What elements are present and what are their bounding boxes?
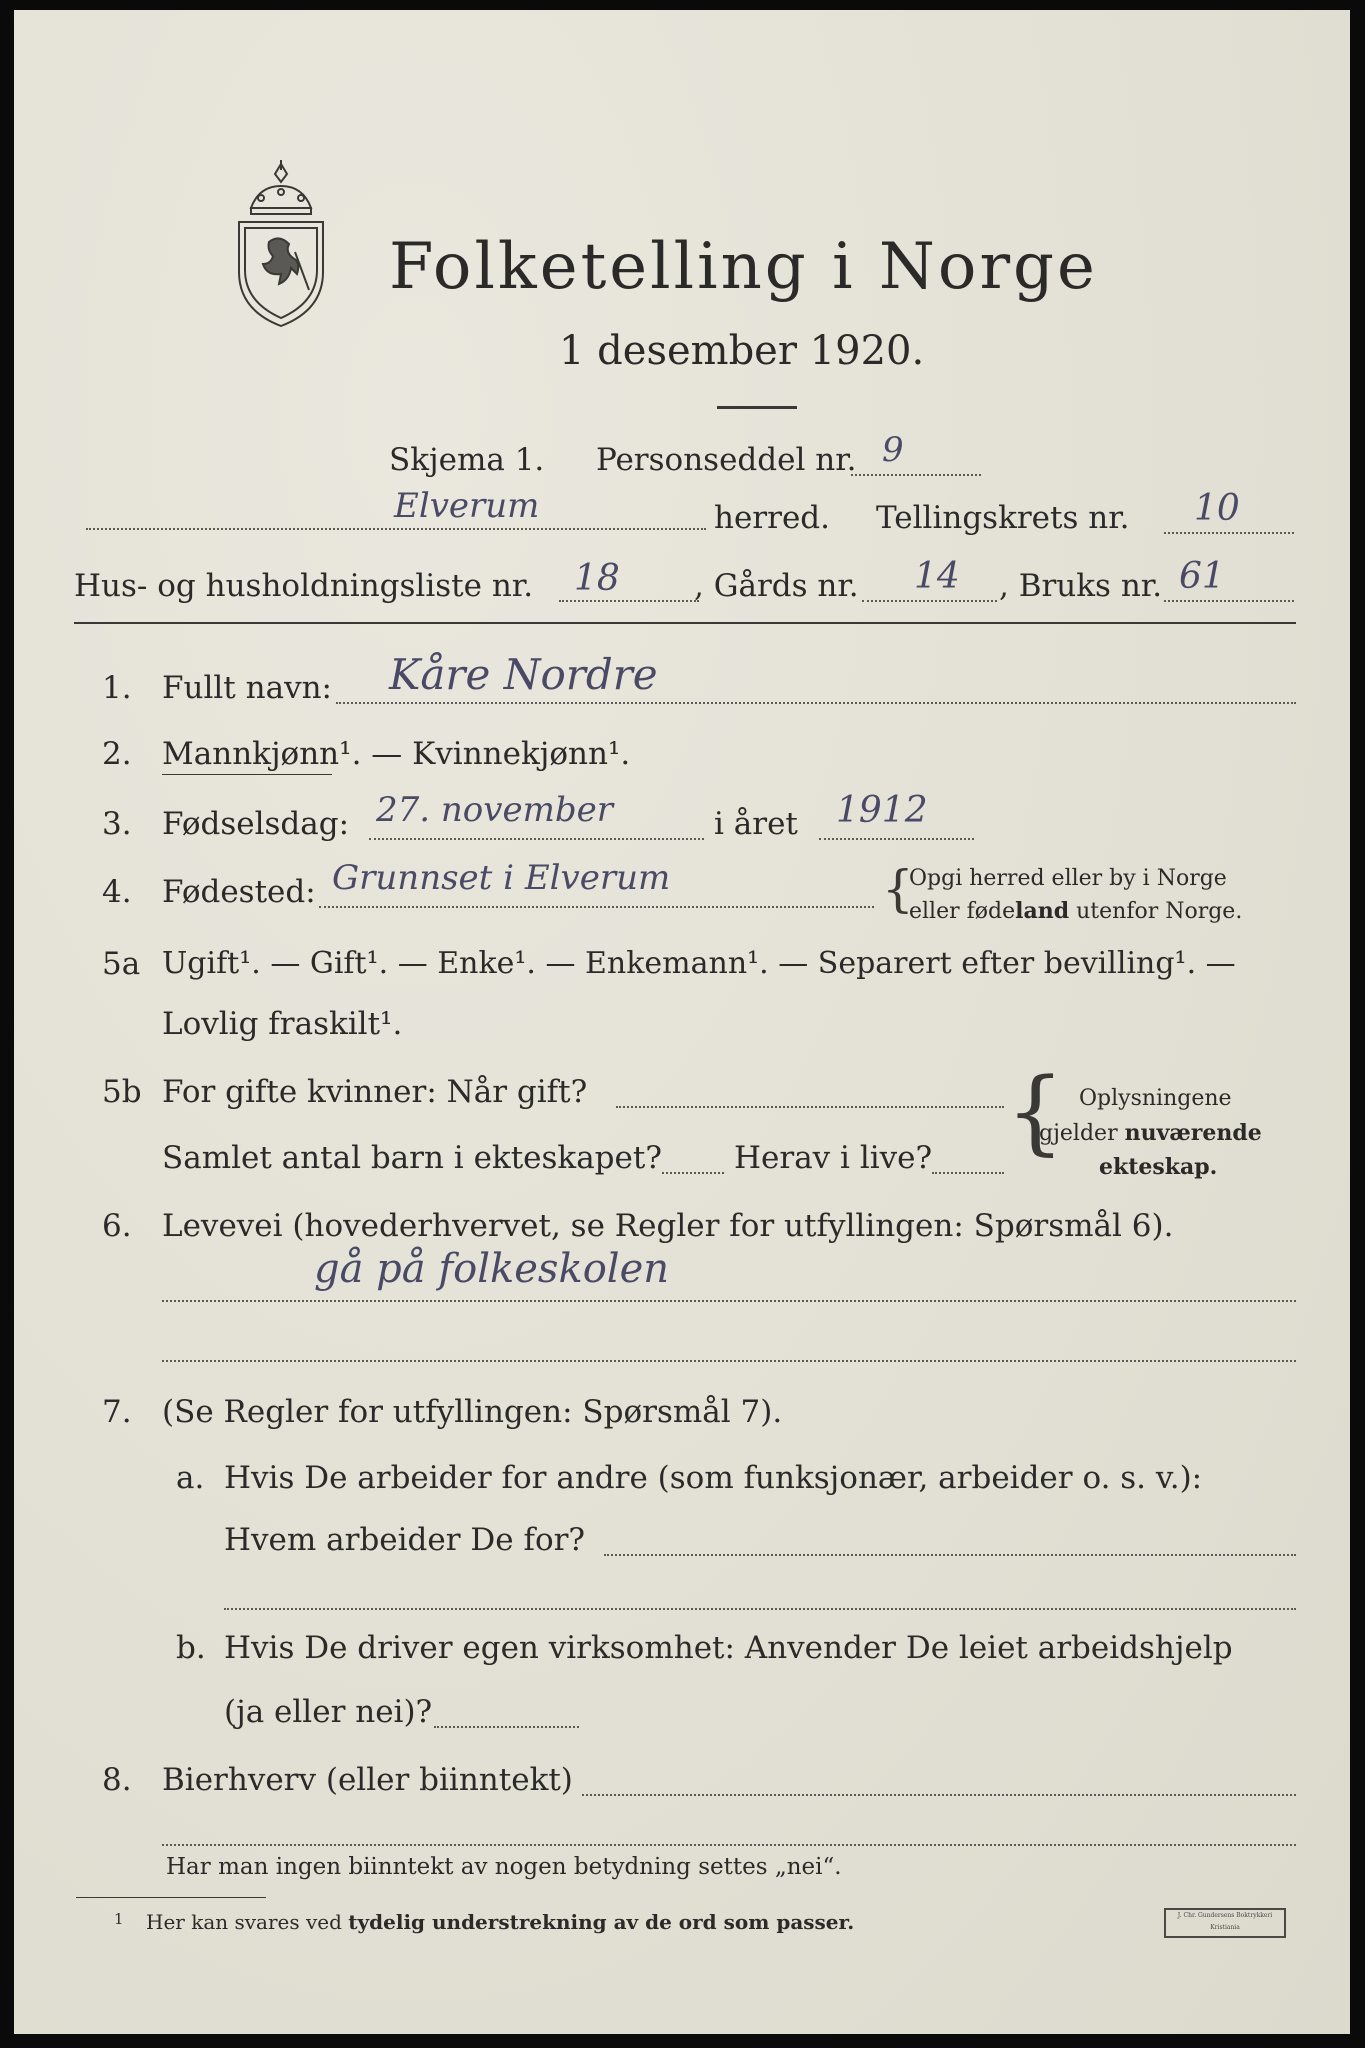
q7a-employer-line-2	[224, 1608, 1296, 1610]
gaards-line	[862, 600, 997, 602]
q3-year-line	[819, 838, 974, 840]
q4-note-line2	[909, 898, 1242, 924]
q7b-line1: Hvis De driver egen virksomhet: Anvender De leiet arbeidshjelp	[224, 1630, 1233, 1666]
q8-label: Bierhverv (eller biinntekt)	[162, 1762, 573, 1798]
personseddel-line	[851, 474, 981, 476]
herred-label: herred.	[714, 500, 830, 536]
hus-value[interactable]: 18	[574, 558, 620, 599]
q7a-employer-line	[604, 1554, 1296, 1556]
q3-date-line	[369, 838, 704, 840]
q5b-note-line2	[1039, 1120, 1262, 1146]
herred-line	[86, 528, 706, 530]
title-divider	[717, 406, 797, 409]
q6-number: 6.	[102, 1208, 132, 1244]
q1-label: Fullt navn:	[162, 670, 332, 706]
q5a-number: 5a	[102, 946, 141, 982]
header-divider	[74, 622, 1296, 624]
q2-underline-mannkjonn	[162, 774, 332, 775]
bruks-line	[1164, 600, 1294, 602]
birthplace-value[interactable]: Grunnset i Elverum	[332, 858, 671, 898]
personseddel-value[interactable]: 9	[882, 430, 904, 470]
q3-year-label: i året	[714, 806, 798, 842]
census-form-page	[14, 10, 1350, 2034]
hus-label: Hus- og husholdningsliste nr.	[74, 568, 534, 604]
birth-date-value[interactable]: 27. november	[376, 790, 613, 830]
gaards-label: , Gårds nr.	[694, 568, 859, 604]
norway-coat-of-arms-icon	[229, 160, 334, 330]
q5b-alive-line	[932, 1172, 1004, 1174]
q4-label: Fødested:	[162, 874, 316, 910]
q5b-number: 5b	[102, 1074, 142, 1110]
q6-line-2	[162, 1360, 1296, 1362]
q4-note-2a: eller føde	[909, 899, 1016, 924]
personseddel-label: Personseddel nr.	[596, 442, 857, 478]
q1-line	[336, 702, 1296, 704]
q5b-note-2b: nuværende	[1124, 1120, 1262, 1146]
q7a-letter: a.	[176, 1460, 205, 1496]
q5b-note-line3: ekteskap.	[1099, 1154, 1218, 1180]
footnote-text	[146, 1910, 854, 1934]
q5a-marital-options: Ugift¹. — Gift¹. — Enke¹. — Enkemann¹. — Separert efter bevilling¹. —	[162, 946, 1236, 981]
q7-number: 7.	[102, 1394, 132, 1430]
q7b-answer-line	[434, 1726, 579, 1728]
occupation-value[interactable]: gå på folkeskolen	[314, 1246, 669, 1292]
q8-note: Har man ingen biinntekt av nogen betydning settes „nei“.	[166, 1854, 842, 1880]
q2-gender-options: Mannkjønn¹. — Kvinnekjønn¹.	[162, 736, 631, 772]
birth-year-value[interactable]: 1912	[836, 790, 928, 831]
q6-label: Levevei (hovederhvervet, se Regler for utfyllingen: Spørsmål 6).	[162, 1208, 1174, 1244]
q5b-children-line	[662, 1172, 724, 1174]
q5b-children-label: Samlet antal barn i ekteskapet?	[162, 1140, 662, 1176]
q6-line-1	[162, 1300, 1296, 1302]
footnote-text-b: tydelig understrekning av de ord som passer.	[348, 1910, 855, 1934]
q7b-line2: (ja eller nei)?	[224, 1694, 433, 1730]
q8-line-1	[582, 1794, 1296, 1796]
q7a-line2: Hvem arbeider De for?	[224, 1522, 586, 1558]
q4-number: 4.	[102, 874, 132, 910]
q1-number: 1.	[102, 670, 132, 706]
gaards-value[interactable]: 14	[914, 556, 960, 597]
tellingskrets-line	[1164, 532, 1294, 534]
q8-number: 8.	[102, 1762, 132, 1798]
q4-line	[319, 906, 874, 908]
skjema-label: Skjema 1.	[389, 442, 545, 478]
footnote-divider	[76, 1897, 266, 1898]
tellingskrets-label: Tellingskrets nr.	[876, 500, 1130, 536]
hus-line	[559, 600, 699, 602]
q4-brace: {	[882, 860, 914, 918]
q5b-note-line1: Oplysningene	[1079, 1086, 1232, 1111]
bruks-value[interactable]: 61	[1179, 556, 1225, 597]
q4-note-2c: utenfor Norge.	[1069, 899, 1243, 924]
q8-line-2	[162, 1844, 1296, 1846]
q5b-note-2a: gjelder	[1039, 1121, 1125, 1146]
full-name-value[interactable]: Kåre Nordre	[389, 650, 658, 699]
tellingskrets-value[interactable]: 10	[1194, 488, 1240, 529]
q3-label: Fødselsdag:	[162, 806, 350, 842]
q5b-brace: {	[1006, 1058, 1065, 1165]
form-title: Folketelling i Norge	[389, 230, 1098, 304]
q4-note-line1: Opgi herred eller by i Norge	[909, 866, 1227, 891]
q5b-alive-label: Herav i live?	[734, 1140, 933, 1176]
q7b-letter: b.	[176, 1630, 206, 1666]
herred-value[interactable]: Elverum	[394, 486, 540, 526]
q5a-marital-options-2: Lovlig fraskilt¹.	[162, 1006, 403, 1042]
q3-number: 3.	[102, 806, 132, 842]
q5b-married-when-label: For gifte kvinner: Når gift?	[162, 1074, 588, 1110]
printer-stamp: J. Chr. Gundersens Boktrykkeri Kristiania	[1164, 1908, 1286, 1938]
q4-note-2b: land	[1015, 898, 1070, 924]
q7-label: (Se Regler for utfyllingen: Spørsmål 7).	[162, 1394, 783, 1430]
bruks-label: , Bruks nr.	[999, 568, 1163, 604]
footnote-mark: 1	[114, 1910, 124, 1928]
q2-number: 2.	[102, 736, 132, 772]
q7a-line1: Hvis De arbeider for andre (som funksjonær, arbeider o. s. v.):	[224, 1460, 1203, 1496]
q5b-married-when-line	[616, 1106, 1004, 1108]
census-date: 1 desember 1920.	[559, 328, 925, 374]
footnote-text-a: Her kan svares ved	[146, 1910, 349, 1934]
